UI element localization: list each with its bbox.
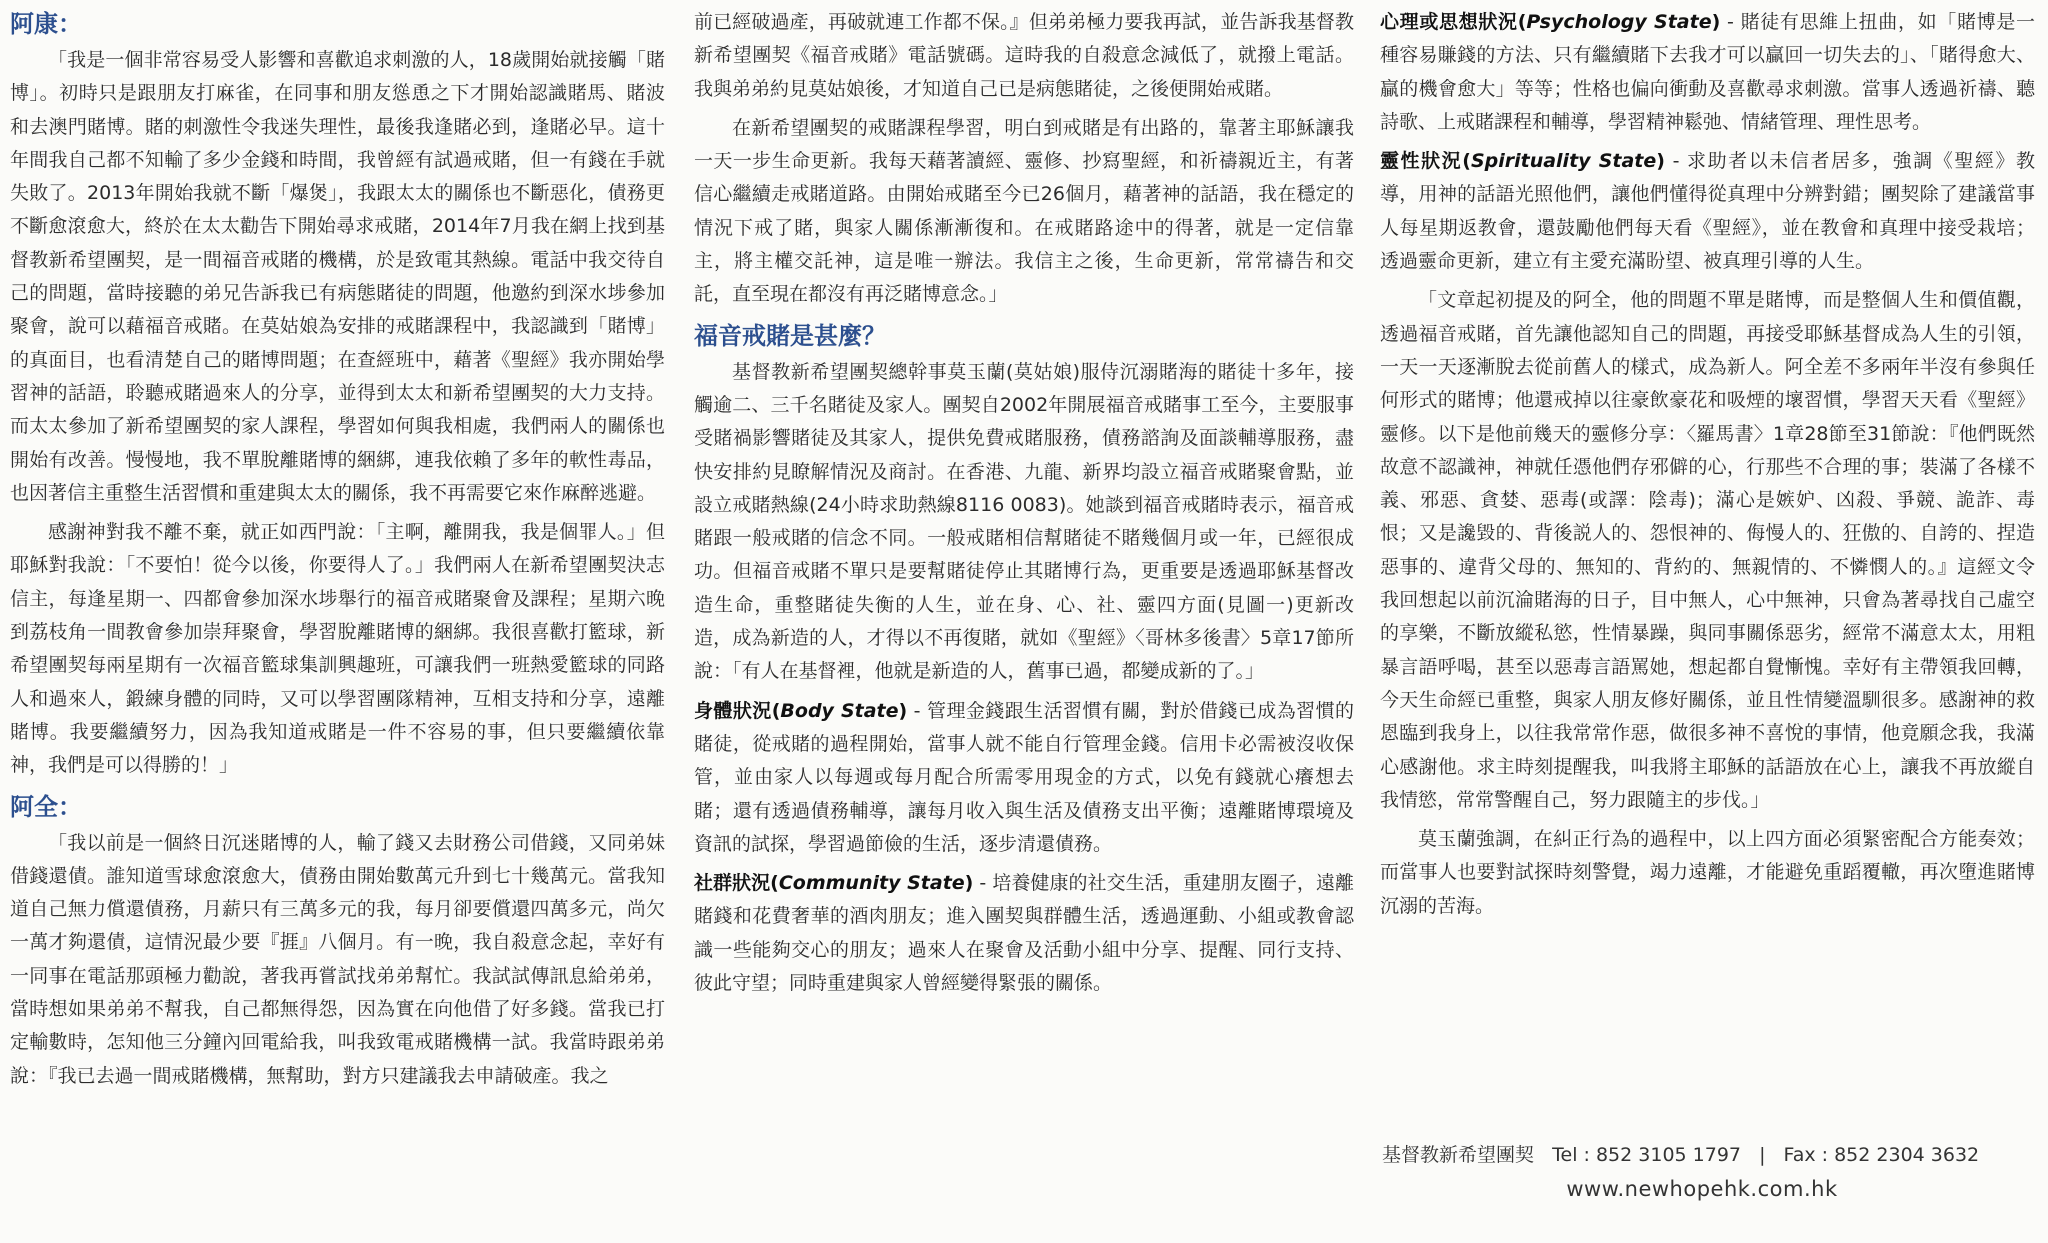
column-2 [694,6,1354,1236]
spirituality-state-text: - 求助者以未信者居多，強調《聖經》教導，用神的話語光照他們，讓他們懂得從真理中分辨對錯；團契除了建議當事人每星期返教會，還鼓勵他們每天看《聖經》，並在教會和真理中接受栽培；透過靈命更新，建立有主愛充滿盼望、被真理引導的人生。 [1380,150,2035,273]
testimony-ah-chuen-part-1: 「我以前是一個終日沉迷賭博的人，輸了錢又去財務公司借錢，又同弟妹借錢還債。誰知道雪球愈滾愈大，債務由開始數萬元升到七十幾萬元。當我知道自己無力償還債務，月薪只有三萬多元的我，每月卻要償還四萬多元，尚欠一萬才夠還債，這情況最少要『捱』八個月。有一晚，我自殺意念起，幸好有一同事在電話那頭極力勸說，著我再嘗試找弟弟幫忙。我試試傳訊息給弟弟，當時想如果弟弟不幫我，自己都無得怨，因為實在向他借了好多錢。當我已打定輸數時，怎知他三分鐘內回電給我，叫我致電戒賭機構一試。我當時跟弟弟說：『我已去過一間戒賭機構，無幫助，對方只建議我去申請破產。我之 [10,831,665,1087]
telephone: Tel : 852 3105 1797 [1552,1144,1742,1166]
psychology-state-label: 心理或思想狀況(Psychology State) [1380,11,1721,33]
gospel-recovery-intro: 基督教新希望團契總幹事莫玉蘭(莫姑娘)服侍沉溺賭海的賭徒十多年，接觸逾二、三千名賭徒及家人。團契自2002年開展福音戒賭事工至今，主要服事受賭禍影響賭徒及其家人，提供免費戒賭服務，債務諮詢及面談輔導服務，盡快安排約見瞭解情況及商討。在香港、九龍、新界均設立福音戒賭聚會點，並設立戒賭熱線(24小時求助熱線8116 0083)。她談到福音戒賭時表示，福音戒賭跟一般戒賭的信念不同。一般戒賭相信幫賭徒不賭幾個月或一年，已經很成功。但福音戒賭不單只是要幫賭徒停止其賭博行為，更重要是透過耶穌基督改造生命，重整賭徒失衡的人生，並在身、心、社、靈四方面(見圖一)更新改造，成為新造的人，才得以不再復賭，就如《聖經》〈哥林多後書〉5章17節所說：「有人在基督裡，他就是新造的人，舊事已過，都變成新的了。」 [694,360,1354,683]
heading-what-is-gospel-gambling-recovery: 福音戒賭是甚麼？ [694,321,886,350]
community-state-text: - 培養健康的社交生活，重建朋友圈子，遠離賭錢和花費奢華的酒肉朋友；進入團契與群體生活，透過運動、小組或教會認識一些能夠交心的朋友；過來人在聚會及活動小組中分享、提醒、同行支持、彼此守望；同時重建與家人曾經變得緊張的關係。 [694,872,1354,995]
column-3 [1380,6,2035,1236]
testimony-ah-hong-part-1: 「我是一個非常容易受人影響和喜歡追求刺激的人，18歲開始就接觸「賭博」。初時只是跟朋友打麻雀，在同事和朋友慫恿之下才開始認識賭馬、賭波和去澳門賭博。賭的刺激性令我迷失理性，最後我逢賭必到，逢賭必早。這十年間我自己都不知輸了多少金錢和時間，我曾經有試過戒賭，但一有錢在手就失敗了。2013年開始我就不斷「爆煲」，我跟太太的關係也不斷惡化，債務更不斷愈滾愈大，終於在太太勸告下開始尋求戒賭，2014年7月我在網上找到基督教新希望團契，是一間福音戒賭的機構，於是致電其熱線。電話中我交待自己的問題，當時接聽的弟兄告訴我已有病態賭徒的問題，他邀約到深水埗參加聚會，說可以藉福音戒賭。在莫姑娘為安排的戒賭課程中，我認識到「賭博」的真面目，也看清楚自己的賭博問題；在查經班中，藉著《聖經》我亦開始學習神的話語，聆聽戒賭過來人的分享，並得到太太和新希望團契的大力支持。而太太參加了新希望團契的家人課程，學習如何與我相處，我們兩人的關係也開始有改善。慢慢地，我不單脫離賭博的綑綁，連我依賴了多年的軟性毒品，也因著信主重整生活習慣和重建與太太的關係，我不再需要它來作麻醉逃避。 [10,49,665,504]
community-state-label: 社群狀況(Community State) [694,872,974,895]
testimony-ah-hong-part-2: 感謝神對我不離不棄，就正如西門說：「主啊，離開我，我是個罪人。」但耶穌對我說：「不要怕！從今以後，你要得人了。」我們兩人在新希望團契決志信主，每逢星期一、四都會參加深水埗舉行的福音戒賭聚會及課程；星期六晚到荔枝角一間教會參加崇拜聚會，學習脫離賭博的綑綁。我很喜歡打籃球，新希望團契每兩星期有一次福音籃球集訓興趣班，可讓我們一班熱愛籃球的同路人和過來人，鍛練身體的同時，又可以學習團隊精神，互相支持和分享，遠離賭博。我要繼續努力，因為我知道戒賭是一件不容易的事，但只要繼續依靠神，我們是可以得勝的！」 [10,521,665,777]
closing-remarks: 莫玉蘭強調，在糾正行為的過程中，以上四方面必須緊密配合方能奏效；而當事人也要對試探時刻警覺，竭力遠離，才能避免重蹈覆轍，再次墮進賭博沉溺的苦海。 [1380,828,2035,917]
website-url: www.newhopehk.com.hk [1566,1177,1838,1201]
organization-name: 基督教新希望團契 [1382,1144,1535,1166]
heading-ah-chuen: 阿全： [10,792,82,821]
spirituality-state-label: 靈性狀況(Spirituality State) [1380,150,1665,173]
section-body-state [694,695,1354,861]
section-psychology-state [1380,6,2035,139]
ah-chuen-reflection: 「文章起初提及的阿全，他的問題不單是賭博，而是整個人生和價值觀，透過福音戒賭，首先讓他認知自己的問題，再接受耶穌基督成為人生的引領，一天一天逐漸脫去從前舊人的樣式，成為新人。阿全差不多兩年半沒有參與任何形式的賭博；他還戒掉以往豪飲豪花和吸煙的壞習慣，學習天天看《聖經》靈修。以下是他前幾天的靈修分享：〈羅馬書〉1章28節至31節說：『他們既然故意不認識神，神就任憑他們存邪僻的心，行那些不合理的事；裝滿了各樣不義、邪惡、貪婪、惡毒(或譯：陰毒)；滿心是嫉妒、凶殺、爭競、詭詐、毒恨；又是讒毀的、背後説人的、怨恨神的、侮慢人的、狂傲的、自誇的、捏造惡事的、違背父母的、無知的、背約的、無親情的、不憐憫人的。』這經文令我回想起以前沉淪賭海的日子，目中無人，心中無神，只會為著尋找自己虛空的享樂，不斷放縱私慾，性情暴躁，與同事關係惡劣，經常不滿意太太，用粗暴言語呼喝，甚至以惡毒言語罵她，想起都自覺慚愧。幸好有主帶領我回轉，今天生命經已重整，與家人朋友修好關係，並且性情變溫馴很多。感謝神的救恩臨到我身上，以往我常常作惡，做很多神不喜悅的事情，他竟願念我，我滿心感謝他。求主時刻提醒我，叫我將主耶穌的話語放在心上，讓我不再放縱自我情慾，常常警醒自己，努力跟隨主的步伐。」 [1380,289,2035,811]
body-state-text: - 管理金錢跟生活習慣有關，對於借錢已成為習慣的賭徒，從戒賭的過程開始，當事人就不能自行管理金錢。信用卡必需被沒收保管，並由家人以每週或每月配合所需零用現金的方式，以免有錢就心癢想去賭；還有透過債務輔導，讓每月收入與生活及債務支出平衡；遠離賭博環境及資訊的試探，學習過節儉的生活，逐步清還債務。 [694,699,1354,855]
section-spirituality-state [1380,145,2035,278]
testimony-ah-chuen-part-3: 在新希望團契的戒賭課程學習，明白到戒賭是有出路的，靠著主耶穌讓我一天一步生命更新。我每天藉著讀經、靈修、抄寫聖經，和祈禱親近主，有著信心繼續走戒賭道路。由開始戒賭至今已26個月，藉著神的話語，我在穩定的情況下戒了賭，與家人關係漸漸復和。在戒賭路途中的得著，就是一定信靠主，將主權交託神，這是唯一辦法。我信主之後，生命更新，常常禱告和交託，直至現在都沒有再泛賭博意念。」 [694,116,1354,306]
section-community-state [694,867,1354,1000]
testimony-ah-chuen-part-2: 前已經破過產，再破就連工作都不保。』但弟弟極力要我再試，並告訴我基督教新希望團契《福音戒賭》電話號碼。這時我的自殺意念減低了，就撥上電話。我與弟弟約見莫姑娘後，才知道自己已是病態賭徒，之後便開始戒賭。 [694,11,1354,100]
contact-footer [1382,1138,2022,1206]
psychology-state-text: - 賭徒有思維上扭曲，如「賭博是一種容易賺錢的方法、只有繼續賭下去我才可以贏回一切失去的」、「賭得愈大、贏的機會愈大」等等；性格也偏向衝動及喜歡尋求刺激。當事人透過祈禱、聽詩歌、上戒賭課程和輔導，學習精神鬆弛、情緒管理、理性思考。 [1380,11,2035,133]
column-1 [10,6,665,1236]
contact-line [1382,1138,2022,1172]
fax: Fax : 852 2304 3632 [1783,1144,1980,1166]
contact-divider: | [1759,1144,1766,1166]
body-state-label: 身體狀況(Body State) [694,699,908,722]
heading-ah-hong: 阿康： [10,10,82,38]
